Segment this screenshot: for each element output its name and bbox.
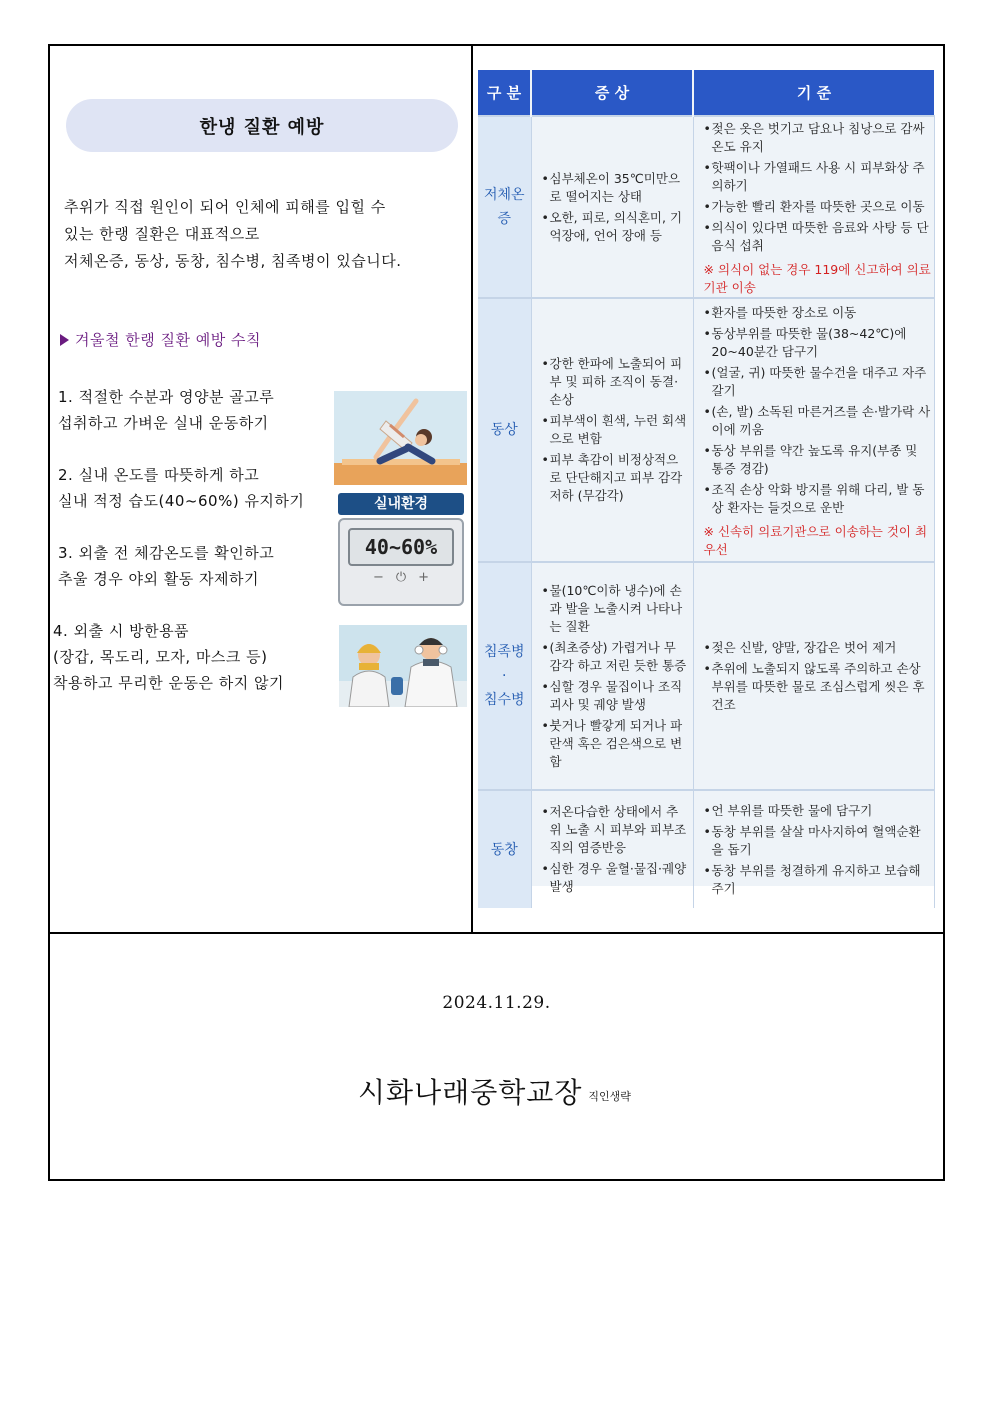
symptom-item: • 오한, 피로, 의식혼미, 기억장애, 언어 장애 등 [542,209,687,245]
table-row [478,790,934,908]
left-column [50,46,473,932]
school-principal: 시화나래중학교장 [358,1076,583,1109]
page-title: 한냉 질환 예방 [66,99,458,152]
intro-line: 있는 한랭 질환은 대표적으로 [64,225,260,243]
header-criteria: 기 준 [693,70,934,116]
power-icon: ⏻ [395,570,407,585]
category-line: 침수병 [483,692,525,708]
category-cell [478,562,531,790]
symptom-item: • 저온다습한 상태에서 추위 노출 시 피부와 피부조직의 염증반응 [542,803,687,857]
criteria-item: • 동창 부위를 살살 마사지하여 혈액순환을 돕기 [704,823,932,859]
criteria-item: • 젖은 신발, 양말, 장갑은 벗어 제거 [704,639,932,657]
winter-clothing-image [339,625,467,707]
criteria-item: • 핫팩이나 가열패드 사용 시 피부화상 주의하기 [704,159,932,195]
rule-line: 4. 외출 시 방한용품 [53,622,190,640]
symptom-item: • 붓거나 빨갛게 되거나 파란색 혹은 검은색으로 변함 [542,717,687,771]
criteria-cell [693,562,934,790]
rule-item-4 [53,618,284,696]
footer [50,936,943,1181]
symptom-item: • 피부 촉감이 비정상적으로 단단해지고 피부 감각저하 (무감각) [542,451,687,505]
indoor-env-label: 실내환경 [338,493,464,515]
criteria-item: • 가능한 빨리 환자를 따뜻한 곳으로 이동 [704,198,932,216]
rule-line: 2. 실내 온도를 따뜻하게 하고 [58,466,260,484]
rule-item-2 [58,462,304,514]
document-date: 2024.11.29. [442,993,551,1013]
criteria-item: • 의식이 있다면 따뜻한 음료와 사탕 등 단 음식 섭취 [704,219,932,255]
document-frame [48,44,945,1181]
rule-line: 1. 적절한 수분과 영양분 골고루 [58,388,275,406]
category-line: 침족병 [483,644,525,660]
section-heading [60,329,261,350]
issuer-line [358,1071,631,1111]
header-category: 구 분 [478,70,531,116]
right-column [475,46,943,932]
criteria-item: • 조직 손상 악화 방지를 위해 다리, 발 동상 환자는 들것으로 운반 [704,481,932,517]
criteria-item: • 추위에 노출되지 않도록 주의하고 손상부위를 따뜻한 물로 조심스럽게 씻은 후 건조 [704,660,932,714]
rule-line: 실내 적정 습도(40~60%) 유지하기 [58,492,305,510]
criteria-cell [693,116,934,298]
symptoms-cell [531,298,693,562]
criteria-item: • 동상 부위를 약간 높도록 유지(부종 및 통증 경감) [704,442,932,478]
device-buttons [340,570,462,585]
humidity-display: 40~60% [348,528,454,566]
table-row [478,298,934,562]
hygrometer-device [338,518,464,606]
table-row [478,116,934,298]
triangle-bullet-icon [60,334,69,346]
symptom-item: • 심한 경우 울혈·물집·궤양 발생 [542,860,687,896]
plus-icon: + [418,570,430,585]
yoga-stretch-image [334,391,467,485]
category-cell: 저체온증 [478,116,531,298]
criteria-cell [693,790,934,908]
criteria-item: • 동상부위를 따뜻한 물(38~42℃)에 20~40분간 담구기 [704,325,932,361]
criteria-item: • 환자를 따뜻한 장소로 이동 [704,304,932,322]
category-line: · [502,668,507,684]
symptom-item: • 물(10℃이하 냉수)에 손과 발을 노출시켜 나타나는 질환 [542,582,687,636]
criteria-cell [693,298,934,562]
criteria-item: • (얼굴, 귀) 따뜻한 물수건을 대주고 자주 갈기 [704,364,932,400]
warning-text: ※ 의식이 없는 경우 119에 신고하여 의료기관 이송 [703,262,931,295]
criteria-item: • 언 부위를 따뜻한 물에 담구기 [704,802,932,820]
rule-line: (장갑, 목도리, 모자, 마스크 등) [53,648,268,666]
symptom-item: • 강한 한파에 노출되어 피부 및 피하 조직이 동결·손상 [542,355,687,409]
criteria-item: • (손, 발) 소독된 마른거즈를 손·발가락 사이에 끼움 [704,403,932,439]
symptom-item: • (최초증상) 가렵거나 무감각 하고 저린 듯한 통증 [542,639,687,675]
table-row [478,562,934,790]
header-symptoms: 증 상 [531,70,693,116]
indoor-humidity-image [336,493,466,609]
symptom-item: • 피부색이 흰색, 누런 회색 으로 변함 [542,412,687,448]
symptoms-cell [531,116,693,298]
rule-item-3 [58,540,274,592]
rule-line: 추울 경우 야외 활동 자제하기 [58,570,259,588]
symptom-item: • 심할 경우 물집이나 조직 괴사 및 궤양 발생 [542,678,687,714]
criteria-item: • 동창 부위를 청결하게 유지하고 보습해주기 [704,862,932,898]
symptoms-cell [531,790,693,908]
rule-item-1 [58,384,274,436]
symptom-item: • 심부체온이 35℃미만으로 떨어지는 상태 [542,170,687,206]
symptom-table [478,70,934,896]
warning-text: ※ 신속히 의료기관으로 이송하는 것이 최우선 [703,524,928,557]
minus-icon: − [372,570,384,585]
seal-omitted-note: 직인생략 [588,1090,631,1103]
rule-line: 섭취하고 가벼운 실내 운동하기 [58,414,269,432]
symptoms-cell [531,562,693,790]
criteria-item: • 젖은 옷은 벗기고 담요나 침낭으로 감싸 온도 유지 [704,120,932,156]
category-cell: 동창 [478,790,531,908]
intro-line: 저체온증, 동상, 동창, 침수병, 침족병이 있습니다. [64,252,402,270]
category-cell: 동상 [478,298,531,562]
content-row [50,46,943,934]
section-heading-text: 겨울철 한랭 질환 예방 수칙 [75,331,261,349]
rule-line: 3. 외출 전 체감온도를 확인하고 [58,544,275,562]
intro-line: 추위가 직접 원인이 되어 인체에 피해를 입힐 수 [64,198,386,216]
rule-line: 착용하고 무리한 운동은 하지 않기 [53,674,284,692]
intro-text [64,194,454,275]
